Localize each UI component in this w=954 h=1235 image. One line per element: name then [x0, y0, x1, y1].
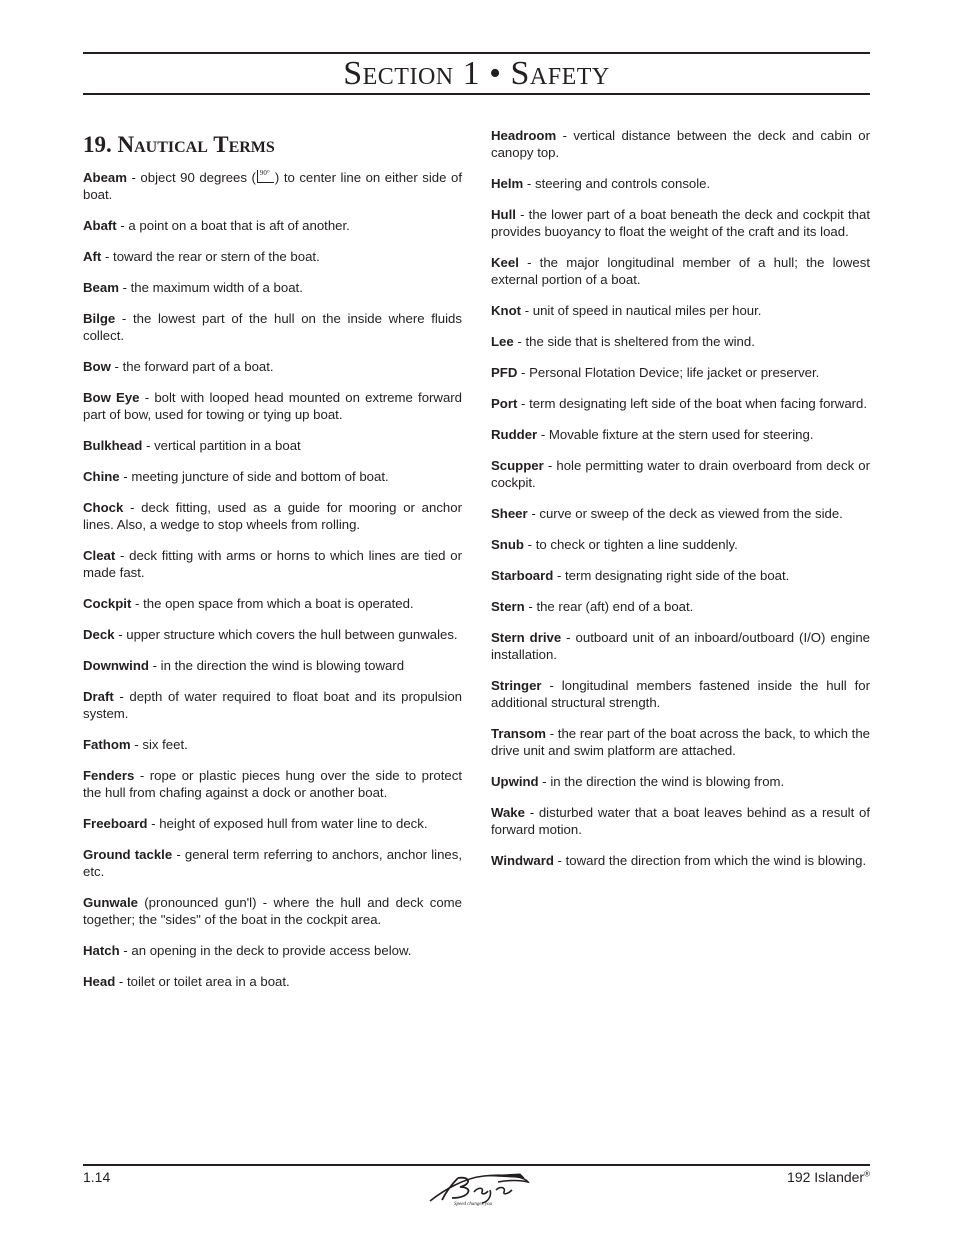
term-wake	[491, 804, 870, 838]
term-name: Sheer	[491, 506, 528, 521]
term-definition: - meeting juncture of side and bottom of boat.	[119, 469, 389, 484]
term-name: Gunwale	[83, 895, 138, 910]
term-name: Hatch	[83, 943, 120, 958]
term-port	[491, 395, 870, 412]
page-number: 1.14	[83, 1169, 111, 1185]
term-name: Head	[83, 974, 116, 989]
term-definition: - unit of speed in nautical miles per hour.	[521, 303, 762, 318]
term-hatch	[83, 942, 462, 959]
term-name: Cleat	[83, 548, 116, 563]
term-definition: - deck fitting with arms or horns to which lines are tied or made fast.	[83, 548, 462, 580]
term-name: Freeboard	[83, 816, 148, 831]
term-fathom	[83, 736, 462, 753]
term-transom	[491, 725, 870, 759]
term-bow-eye	[83, 389, 462, 423]
term-name: Hull	[491, 207, 516, 222]
term-definition: - in the direction the wind is blowing toward	[148, 658, 405, 673]
term-name: Starboard	[491, 568, 554, 583]
term-name: Stringer	[491, 678, 542, 693]
abeam-def-suffix: ) to center line on either side of boat.	[83, 170, 462, 202]
term-definition: (pronounced gun'l) - where the hull and deck come together; the "sides" of the boat in the cockpit area.	[83, 895, 462, 927]
term-name: Stern	[491, 599, 525, 614]
right-column	[491, 127, 870, 883]
term-definition: - the lowest part of the hull on the inside where fluids collect.	[83, 311, 462, 343]
term-definition: - six feet.	[130, 737, 188, 752]
term-name: Abeam	[83, 170, 127, 185]
term-name: Wake	[491, 805, 525, 820]
term-stern	[491, 598, 870, 615]
term-definition: - the maximum width of a boat.	[118, 280, 303, 295]
term-definition: - the open space from which a boat is operated.	[131, 596, 414, 611]
term-keel	[491, 254, 870, 288]
term-definition: - rope or plastic pieces hung over the side to protect the hull from chafing against a dock or another boat.	[83, 768, 462, 800]
term-draft	[83, 688, 462, 722]
term-ground-tackle	[83, 846, 462, 880]
right-term-list	[491, 127, 870, 869]
term-knot	[491, 302, 870, 319]
term-definition: - toward the rear or stern of the boat.	[101, 249, 320, 264]
model-name-text: 192 Islander	[787, 1169, 865, 1185]
term-upwind	[491, 773, 870, 790]
term-stern-drive	[491, 629, 870, 663]
term-freeboard	[83, 815, 462, 832]
term-name: Downwind	[83, 658, 149, 673]
term-windward	[491, 852, 870, 869]
term-definition: - the major longitudinal member of a hull; the lowest external portion of a boat.	[491, 255, 870, 287]
term-head	[83, 973, 462, 990]
term-cleat	[83, 547, 462, 581]
registered-mark: ®	[864, 1169, 870, 1179]
term-definition: - depth of water required to float boat and its propulsion system.	[83, 689, 462, 721]
term-bulkhead	[83, 437, 462, 454]
term-name: Helm	[491, 176, 524, 191]
abeam-def-prefix: - object 90 degrees (	[126, 170, 256, 185]
term-abeam	[83, 169, 462, 203]
term-definition: - Movable fixture at the stern used for steering.	[537, 427, 814, 442]
term-definition: - steering and controls console.	[523, 176, 711, 191]
term-definition: - toilet or toilet area in a boat.	[115, 974, 290, 989]
term-downwind	[83, 657, 462, 674]
term-pfd	[491, 364, 870, 381]
term-name: PFD	[491, 365, 518, 380]
term-name: Scupper	[491, 458, 544, 473]
term-definition: - toward the direction from which the wind is blowing.	[553, 853, 867, 868]
term-name: Ground tackle	[83, 847, 173, 862]
term-gunwale	[83, 894, 462, 928]
section-title: Section 1 • Safety	[343, 55, 610, 92]
term-rudder	[491, 426, 870, 443]
term-name: Snub	[491, 537, 524, 552]
term-definition: - the lower part of a boat beneath the deck and cockpit that provides buoyancy to float the weight of the craft and its load.	[491, 207, 870, 239]
term-abaft	[83, 217, 462, 234]
term-name: Stern drive	[491, 630, 562, 645]
term-definition: - bolt with looped head mounted on extreme forward part of bow, used for towing or tying up boat.	[83, 390, 462, 422]
term-name: Bow	[83, 359, 111, 374]
baja-logo	[424, 1170, 532, 1206]
term-bow	[83, 358, 462, 375]
header-rule-bottom	[83, 93, 870, 95]
term-name: Port	[491, 396, 518, 411]
term-definition: - the forward part of a boat.	[110, 359, 274, 374]
term-scupper	[491, 457, 870, 491]
term-name: Fenders	[83, 768, 135, 783]
term-fenders	[83, 767, 462, 801]
term-headroom	[491, 127, 870, 161]
term-sheer	[491, 505, 870, 522]
term-definition: - term designating right side of the boat.	[553, 568, 790, 583]
term-stringer	[491, 677, 870, 711]
term-definition: - the rear (aft) end of a boat.	[524, 599, 694, 614]
term-definition: - in the direction the wind is blowing from.	[538, 774, 785, 789]
term-definition: - upper structure which covers the hull between gunwales.	[114, 627, 458, 642]
term-name: Abaft	[83, 218, 117, 233]
term-definition: - general term referring to anchors, anchor lines, etc.	[83, 847, 462, 879]
term-definition: - vertical distance between the deck and cabin or canopy top.	[491, 128, 870, 160]
term-helm	[491, 175, 870, 192]
term-chock	[83, 499, 462, 533]
term-definition: - vertical partition in a boat	[142, 438, 301, 453]
term-aft	[83, 248, 462, 265]
term-name: Upwind	[491, 774, 539, 789]
angle-label: 90°	[259, 169, 270, 177]
term-definition: - a point on a boat that is aft of another.	[116, 218, 350, 233]
term-definition: - the side that is sheltered from the wind.	[513, 334, 755, 349]
term-name: Chock	[83, 500, 124, 515]
term-name: Bow Eye	[83, 390, 140, 405]
right-angle-icon	[257, 170, 274, 183]
term-definition: - an opening in the deck to provide access below.	[119, 943, 412, 958]
term-definition: - hole permitting water to drain overboard from deck or cockpit.	[491, 458, 870, 490]
term-definition: - deck fitting, used as a guide for mooring or anchor lines. Also, a wedge to stop wheels from rolling.	[83, 500, 462, 532]
term-name: Windward	[491, 853, 554, 868]
term-name: Rudder	[491, 427, 538, 442]
logo-tagline: Speed changes you	[454, 1202, 493, 1206]
term-starboard	[491, 567, 870, 584]
term-name: Lee	[491, 334, 514, 349]
term-name: Keel	[491, 255, 519, 270]
term-lee	[491, 333, 870, 350]
term-chine	[83, 468, 462, 485]
term-name: Draft	[83, 689, 114, 704]
term-name: Bulkhead	[83, 438, 143, 453]
term-deck	[83, 626, 462, 643]
term-hull	[491, 206, 870, 240]
term-definition: - the rear part of the boat across the back, to which the drive unit and swim platform are attached.	[491, 726, 870, 758]
term-name: Beam	[83, 280, 119, 295]
term-name: Knot	[491, 303, 522, 318]
term-bilge	[83, 310, 462, 344]
term-definition: - curve or sweep of the deck as viewed from the side.	[527, 506, 843, 521]
term-definition: - term designating left side of the boat when facing forward.	[517, 396, 868, 411]
term-name: Transom	[491, 726, 546, 741]
term-name: Aft	[83, 249, 102, 264]
term-name: Deck	[83, 627, 115, 642]
term-snub	[491, 536, 870, 553]
term-definition: - longitudinal members fastened inside the hull for additional structural strength.	[491, 678, 870, 710]
term-name: Bilge	[83, 311, 116, 326]
term-beam	[83, 279, 462, 296]
term-definition: - disturbed water that a boat leaves behind as a result of forward motion.	[491, 805, 870, 837]
term-name: Headroom	[491, 128, 557, 143]
subsection-heading: 19. Nautical Terms	[83, 132, 275, 157]
term-cockpit	[83, 595, 462, 612]
left-column	[83, 126, 462, 1004]
term-definition: - outboard unit of an inboard/outboard (I/O) engine installation.	[491, 630, 870, 662]
term-name: Fathom	[83, 737, 131, 752]
term-name: Cockpit	[83, 596, 132, 611]
term-definition: - height of exposed hull from water line to deck.	[147, 816, 428, 831]
term-definition: - Personal Flotation Device; life jacket or preserver.	[517, 365, 820, 380]
term-definition: - to check or tighten a line suddenly.	[523, 537, 738, 552]
model-name	[787, 1169, 870, 1185]
footer-rule	[83, 1164, 870, 1166]
term-name: Chine	[83, 469, 120, 484]
left-term-list	[83, 217, 462, 990]
